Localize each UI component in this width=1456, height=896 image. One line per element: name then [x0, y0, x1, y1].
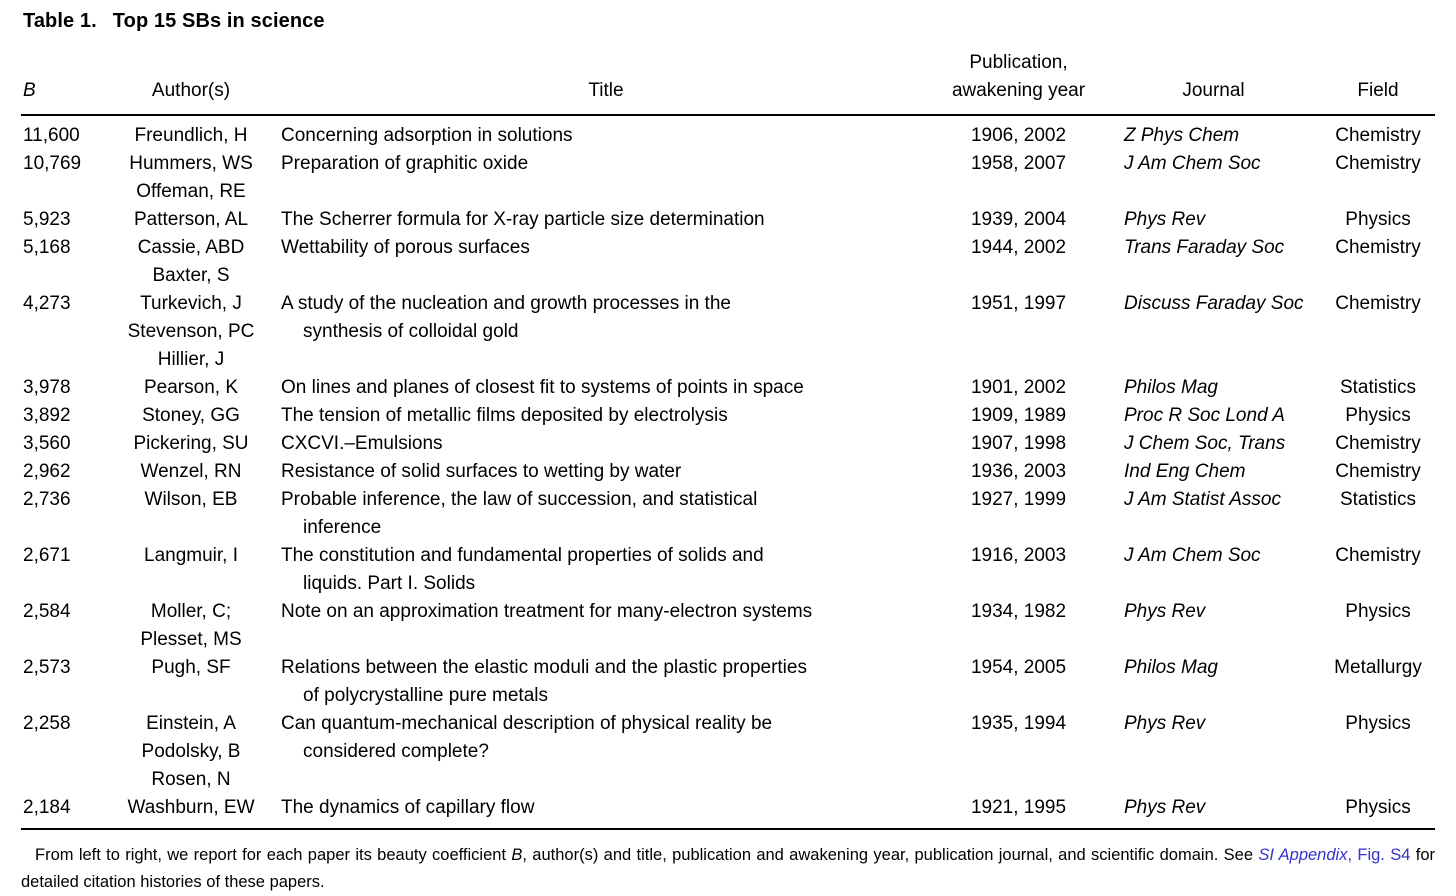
field-cell: Chemistry	[1335, 153, 1421, 174]
table-row	[21, 710, 1435, 794]
pub-year-cell: 1906, 2002	[970, 125, 1067, 146]
authors-cell	[101, 115, 281, 150]
title-line: Note on an approximation treatment for many-electron systems	[281, 601, 813, 622]
footnote-text: B	[511, 846, 523, 864]
b-cell: 10,769	[23, 153, 82, 174]
journal-cell: J Chem Soc, Trans	[1124, 433, 1286, 454]
author-line: Langmuir, I	[144, 545, 238, 566]
title-cell	[281, 794, 931, 829]
table-caption-title: Top 15 SBs in science	[112, 10, 325, 32]
title-line: synthesis of colloidal gold	[303, 321, 519, 342]
journal-cell: J Am Statist Assoc	[1124, 489, 1281, 510]
author-line: Podolsky, B	[141, 741, 241, 762]
table-row	[21, 794, 1435, 829]
journal-cell: Proc R Soc Lond A	[1124, 405, 1285, 426]
table-row	[21, 654, 1435, 710]
authors-cell	[101, 794, 281, 829]
author-line: Rosen, N	[151, 769, 231, 790]
column-header-authors: Author(s)	[101, 35, 281, 115]
title-cell	[281, 458, 931, 486]
author-line: Pugh, SF	[151, 657, 231, 678]
title-cell	[281, 374, 931, 402]
b-cell: 2,184	[23, 797, 71, 818]
title-line: Preparation of graphitic oxide	[281, 153, 529, 174]
title-cell	[281, 150, 931, 206]
b-cell: 2,962	[23, 461, 71, 482]
column-header-publication-line2: awakening year	[951, 80, 1086, 101]
field-cell: Physics	[1345, 601, 1411, 622]
b-cell: 3,892	[23, 405, 71, 426]
title-cell	[281, 542, 931, 598]
pub-year-cell: 1901, 2002	[970, 377, 1067, 398]
title-cell	[281, 115, 931, 150]
authors-cell	[101, 206, 281, 234]
author-line: Baxter, S	[152, 265, 230, 286]
column-header-b: B	[21, 35, 101, 115]
pub-year-cell: 1921, 1995	[970, 797, 1067, 818]
author-line: Cassie, ABD	[137, 237, 245, 258]
pub-year-cell: 1958, 2007	[970, 153, 1067, 174]
journal-cell: Philos Mag	[1124, 657, 1218, 678]
title-line: Wettability of porous surfaces	[281, 237, 530, 258]
table-row	[21, 458, 1435, 486]
field-cell: Chemistry	[1335, 433, 1421, 454]
authors-cell	[101, 402, 281, 430]
author-line: Hillier, J	[157, 349, 225, 370]
author-line: Washburn, EW	[127, 797, 255, 818]
b-cell: 2,736	[23, 489, 71, 510]
journal-cell: J Am Chem Soc	[1124, 545, 1261, 566]
journal-cell: Phys Rev	[1124, 713, 1206, 734]
footnote-segments	[21, 846, 1435, 891]
authors-cell	[101, 458, 281, 486]
journal-cell: Z Phys Chem	[1124, 125, 1240, 146]
title-line: Probable inference, the law of succession, and statistical	[281, 489, 758, 510]
author-line: Turkevich, J	[140, 293, 242, 314]
title-line: On lines and planes of closest fit to systems of points in space	[281, 377, 804, 398]
pub-year-cell: 1927, 1999	[970, 489, 1067, 510]
title-line: Can quantum-mechanical description of physical reality be	[281, 713, 773, 734]
authors-cell	[101, 374, 281, 402]
title-cell	[281, 486, 931, 542]
field-cell: Statistics	[1339, 489, 1417, 510]
table-body	[21, 115, 1435, 829]
title-line: Concerning adsorption in solutions	[281, 125, 573, 146]
authors-cell	[101, 430, 281, 458]
field-cell: Chemistry	[1335, 125, 1421, 146]
b-cell: 3,978	[23, 377, 71, 398]
journal-cell: Ind Eng Chem	[1124, 461, 1246, 482]
field-cell: Statistics	[1339, 377, 1417, 398]
journal-cell: Philos Mag	[1124, 377, 1218, 398]
footnote-link[interactable]: SI Appendix	[1258, 846, 1348, 864]
field-cell: Physics	[1345, 209, 1411, 230]
column-header-field: Field	[1321, 35, 1435, 115]
title-cell	[281, 710, 931, 794]
b-cell: 2,584	[23, 601, 71, 622]
journal-cell: J Am Chem Soc	[1124, 153, 1261, 174]
field-cell: Physics	[1345, 797, 1411, 818]
field-cell: Physics	[1345, 713, 1411, 734]
field-cell: Metallurgy	[1334, 657, 1422, 678]
title-cell	[281, 402, 931, 430]
footnote-text: for detailed citation histories of these papers.	[21, 846, 1436, 891]
column-header-title: Title	[281, 35, 931, 115]
pub-year-cell: 1934, 1982	[970, 601, 1067, 622]
title-cell	[281, 290, 931, 374]
title-line: The tension of metallic films deposited by electrolysis	[281, 405, 728, 426]
pub-year-cell: 1939, 2004	[970, 209, 1067, 230]
author-line: Hummers, WS	[129, 153, 253, 174]
title-line: CXCVI.–Emulsions	[281, 433, 443, 454]
field-cell: Chemistry	[1335, 545, 1421, 566]
title-cell	[281, 598, 931, 654]
b-cell: 4,273	[23, 293, 71, 314]
journal-cell: Phys Rev	[1124, 601, 1206, 622]
author-line: Patterson, AL	[133, 209, 249, 230]
author-line: Einstein, A	[146, 713, 236, 734]
table-header	[21, 35, 1435, 115]
title-line: of polycrystalline pure metals	[303, 685, 548, 706]
footnote-text: , author(s) and title, publication and awakening year, publication journal, and scientific domain. See	[522, 846, 1259, 864]
journal-cell: Discuss Faraday Soc	[1124, 293, 1304, 314]
title-cell	[281, 430, 931, 458]
b-cell: 3,560	[23, 433, 71, 454]
table-row	[21, 542, 1435, 598]
table-row	[21, 402, 1435, 430]
journal-cell: Trans Faraday Soc	[1124, 237, 1285, 258]
author-line: Wilson, EB	[144, 489, 238, 510]
authors-cell	[101, 598, 281, 654]
table-row	[21, 115, 1435, 150]
table-row	[21, 206, 1435, 234]
field-cell: Chemistry	[1335, 293, 1421, 314]
field-cell: Physics	[1345, 405, 1411, 426]
author-line: Plesset, MS	[140, 629, 242, 650]
sb-table	[21, 35, 1435, 830]
authors-cell	[101, 150, 281, 206]
footnote-link[interactable]: ,	[1347, 846, 1358, 864]
b-cell: 5,168	[23, 237, 71, 258]
author-line: Offeman, RE	[136, 181, 246, 202]
field-cell: Chemistry	[1335, 237, 1421, 258]
title-line: liquids. Part I. Solids	[303, 573, 476, 594]
author-line: Pearson, K	[144, 377, 238, 398]
table-row	[21, 430, 1435, 458]
table-caption	[23, 10, 1435, 33]
table-footnote	[21, 842, 1435, 896]
title-line: considered complete?	[303, 741, 489, 762]
b-cell: 2,671	[23, 545, 71, 566]
journal-cell: Phys Rev	[1124, 209, 1206, 230]
title-line: The dynamics of capillary flow	[281, 797, 535, 818]
column-header-publication-awakening-year	[931, 35, 1106, 115]
author-line: Pickering, SU	[133, 433, 249, 454]
b-cell: 5,923	[23, 209, 71, 230]
title-line: The constitution and fundamental properties of solids and	[281, 545, 764, 566]
journal-cell: Phys Rev	[1124, 797, 1206, 818]
title-line: inference	[303, 517, 382, 538]
title-cell	[281, 234, 931, 290]
title-cell	[281, 206, 931, 234]
author-line: Wenzel, RN	[140, 461, 242, 482]
authors-cell	[101, 290, 281, 374]
title-line: Relations between the elastic moduli and the plastic properties	[281, 657, 807, 678]
authors-cell	[101, 486, 281, 542]
pub-year-cell: 1944, 2002	[970, 237, 1067, 258]
table-row	[21, 486, 1435, 542]
b-cell: 2,258	[23, 713, 71, 734]
pub-year-cell: 1916, 2003	[970, 545, 1067, 566]
table-caption-label: Table 1.	[23, 10, 97, 32]
table-row	[21, 598, 1435, 654]
table-row	[21, 290, 1435, 374]
pub-year-cell: 1951, 1997	[970, 293, 1067, 314]
header-row	[21, 35, 1435, 115]
authors-cell	[101, 542, 281, 598]
table-row	[21, 374, 1435, 402]
pub-year-cell: 1909, 1989	[970, 405, 1067, 426]
pub-year-cell: 1907, 1998	[970, 433, 1067, 454]
b-cell: 11,600	[23, 125, 80, 146]
table-row	[21, 150, 1435, 206]
title-line: Resistance of solid surfaces to wetting by water	[281, 461, 682, 482]
author-line: Stoney, GG	[142, 405, 240, 426]
field-cell: Chemistry	[1335, 461, 1421, 482]
pub-year-cell: 1954, 2005	[970, 657, 1067, 678]
title-line: A study of the nucleation and growth processes in the	[281, 293, 731, 314]
pub-year-cell: 1936, 2003	[970, 461, 1067, 482]
author-line: Stevenson, PC	[127, 321, 255, 342]
authors-cell	[101, 234, 281, 290]
pub-year-cell: 1935, 1994	[970, 713, 1067, 734]
column-header-publication-line1: Publication,	[969, 52, 1068, 73]
column-header-journal: Journal	[1106, 35, 1321, 115]
table-row	[21, 234, 1435, 290]
footnote-text: From left to right, we report for each paper its beauty coefficient	[35, 846, 512, 864]
title-cell	[281, 654, 931, 710]
footnote-link[interactable]: Fig. S4	[1357, 846, 1411, 864]
authors-cell	[101, 710, 281, 794]
author-line: Moller, C;	[150, 601, 232, 622]
author-line: Freundlich, H	[134, 125, 248, 146]
authors-cell	[101, 654, 281, 710]
b-cell: 2,573	[23, 657, 71, 678]
title-line: The Scherrer formula for X-ray particle size determination	[281, 209, 765, 230]
